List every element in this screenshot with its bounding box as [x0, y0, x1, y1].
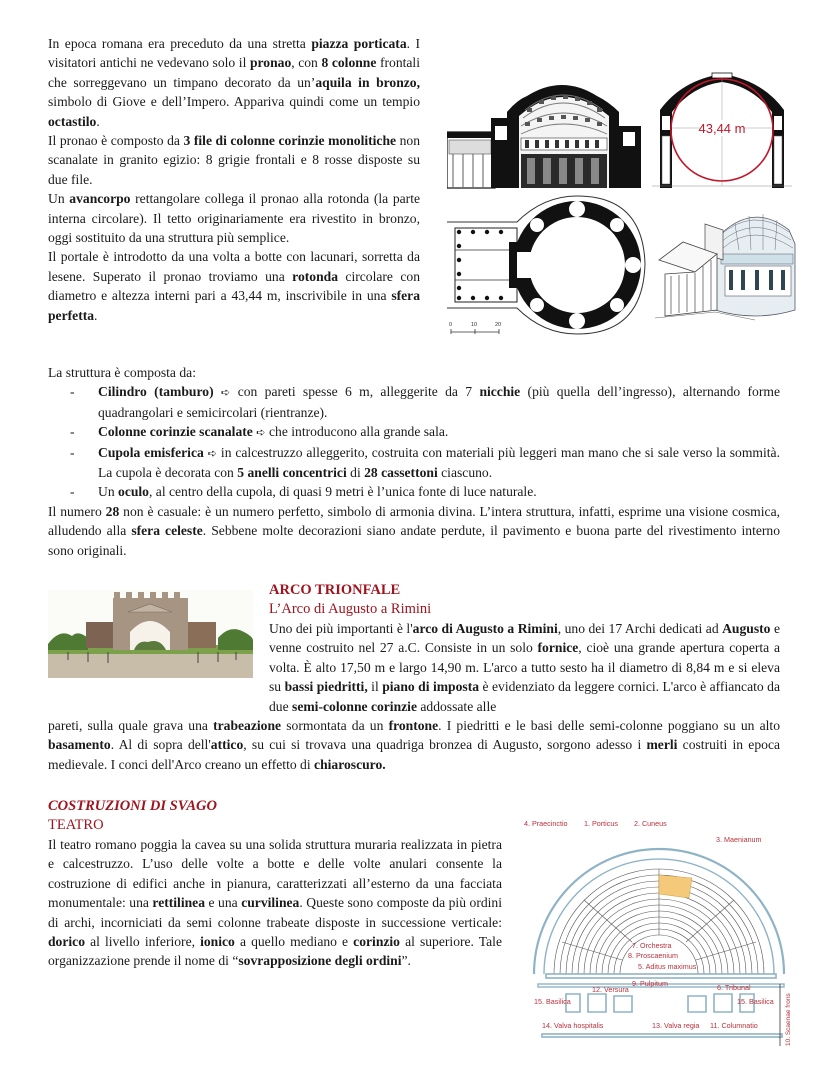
list-item: - Cilindro (tamburo) ➪ con pareti spesse 6 m, alleggerite da 7 nicchie (più quella dell’ingresso), alternando forme quadrangolari e semicircolari (rientranze).	[70, 384, 780, 420]
arco-body: Uno dei più importanti è l'arco di Augusto a Rimini, uno dei 17 Archi dedicati ad Augusto e venne costruito nel 27 a.C. Consiste in un solo fornice, cioè una grande apertura coperta a volta. È alto 17,50 m e largo 14,90 m. L'arco a tutto sesto ha il diametro di 8,84 m e si eleva su bassi piedritti, il piano di imposta è evidenziato da leggere cornici. L'arco è affiancato da due semi-colonne corinzie addossate alle	[269, 621, 780, 714]
label-porticus: 1. Porticus	[584, 819, 618, 828]
label-basilica-right: 15. Basilica	[737, 997, 774, 1006]
pantheon-intro	[48, 34, 420, 325]
structure-section	[48, 363, 780, 560]
label-cuneus: 2. Cuneus	[634, 819, 667, 828]
cuneus-highlight	[659, 875, 692, 898]
pantheon-plan-figure	[447, 192, 652, 342]
arco-heading: ARCO TRIONFALE	[269, 582, 401, 598]
svago-heading: COSTRUZIONI DI SVAGO	[48, 798, 217, 814]
structure-list	[48, 382, 780, 501]
arco-section	[269, 581, 780, 716]
label-scaenae-frons: 10. Scaenae frons	[785, 993, 792, 1046]
arco-body-full: pareti, sulla quale grava una trabeazione sormontata da un frontone. I piedritti e le basi delle semi-colonne poggiano su un alto basamento. Al di sopra dell'attico, su cui si trovava una quadriga bronzea di Augusto, sorgono adesso i merli costruiti in epoca medievale. I conci dell'Arco creano un effetto di chiaroscuro.	[48, 718, 781, 772]
label-valva-regia: 13. Valva regia	[652, 1021, 700, 1030]
label-orchestra: 7. Orchestra	[632, 941, 672, 950]
label-pulpitum: 9. Pulpitum	[632, 979, 668, 988]
label-tribunal: 6. Tribunal	[717, 983, 751, 992]
arrow-icon: ➪	[213, 386, 238, 400]
pantheon-axonometric-figure	[655, 200, 800, 325]
svg-text:20: 20	[495, 322, 502, 328]
scale-bar	[449, 322, 501, 334]
label-columnatio: 11. Columnatio	[710, 1021, 758, 1030]
theatre-plan-drawing	[522, 814, 800, 1054]
pantheon-elevation-figure	[447, 70, 647, 190]
pantheon-section-drawing	[447, 70, 647, 190]
label-maenianum: 3. Maenianum	[716, 835, 762, 844]
pantheon-floor-plan	[447, 192, 652, 342]
arco-di-augusto-photo	[48, 590, 253, 678]
label-valva-hospitalis: 14. Valva hospitalis	[542, 1021, 604, 1030]
arrow-icon: ➪	[252, 426, 270, 440]
structure-intro: La struttura è composta da:	[48, 365, 196, 380]
label-basilica-left: 15. Basilica	[534, 997, 571, 1006]
label-versura: 12. Versura	[592, 985, 629, 994]
arco-subheading: L’Arco di Augusto a Rimini	[269, 601, 432, 617]
list-item: - Colonne corinzie scanalate ➪ che introducono alla grande sala.	[70, 424, 449, 440]
svago-section	[48, 797, 502, 971]
label-praecinctio: 4. Praecinctio	[524, 819, 568, 828]
intro-paragraph: Il portale è introdotto da una volta a botte con lacunari, sorretta da lesene. Superato il pronao troviamo una rotonda circolare con diametro e altezza interni pari a 43,44 m, inscrivibile in una sfera perfetta.	[48, 249, 420, 323]
teatro-body: Il teatro romano poggia la cavea su una solida struttura muraria realizzata in pietra e calcestruzzo. L’uso delle volte a botte e delle volte anulari consente la costruzione di edifici anche in pianura, caratterizzati all’esterno da una facciata monumentale: una rettilinea e una curvilinea. Queste sono composte da più ordini di archi, incorniciati da semi colonne trabeate disposte in successione verticale: dorico al livello inferiore, ionico a quello mediano e corinzio al superiore. Tale organizzazione prende il nome di “sovrapposizione degli ordini”.	[48, 837, 502, 969]
intro-paragraph: Un avancorpo rettangolare collega il pronao alla rotonda (la parte interna circolare). Il tetto originariamente era rivestito in bronzo, oggi sostituito da una struttura più semplice.	[48, 191, 421, 246]
list-item: - Cupola emisferica ➪ in calcestruzzo alleggerito, costruita con materiali più leggeri man mano che si sale verso la sommità. La cupola è decorata con 5 anelli concentrici di 28 cassettoni ciascuno.	[70, 444, 780, 481]
closing-paragraph: Il numero 28 non è casuale: è un numero perfetto, simbolo di armonia divina. L’intera struttura, infatti, esprime una visione cosmica, alludendo alla sfera celeste. Sebbene molte decorazioni siano andate perdute, il pavimento e buona parte del rivestimento interno sono originali.	[48, 503, 781, 558]
label-proscaenium: 8. Proscaenium	[628, 951, 678, 960]
arch-photo	[48, 590, 253, 678]
diameter-label: 43,44 m	[698, 121, 746, 136]
arrow-icon: ➪	[203, 446, 221, 460]
roman-theatre-plan-figure	[522, 814, 800, 1054]
svg-text:10: 10	[471, 322, 478, 328]
pantheon-sphere-section-figure	[652, 70, 792, 190]
teatro-subheading: TEATRO	[48, 817, 104, 833]
intro-paragraph: In epoca romana era preceduto da una stretta piazza porticata. I visitatori antichi ne vedevano solo il pronao, con 8 colonne frontali che sorreggevano un timpano decorato da un’aquila in bronzo, simbolo di Giove e dell’Impero. Appariva quindi come un tempio octastilo.	[48, 36, 421, 129]
arco-body-continued	[48, 716, 780, 774]
label-aditus-maximus: 5. Aditus maximus	[638, 962, 697, 971]
list-item: - Un oculo, al centro della cupola, di quasi 9 metri è l’unica fonte di luce naturale.	[70, 484, 537, 500]
intro-paragraph: Il pronao è composto da 3 file di colonne corinzie monolitiche non scanalate in granito egizio: 8 grigie frontali e 8 rosse disposte su due file.	[48, 133, 420, 187]
svg-text:0: 0	[449, 322, 453, 328]
sphere-section-drawing	[652, 70, 792, 190]
pantheon-cutaway-drawing	[655, 200, 800, 325]
